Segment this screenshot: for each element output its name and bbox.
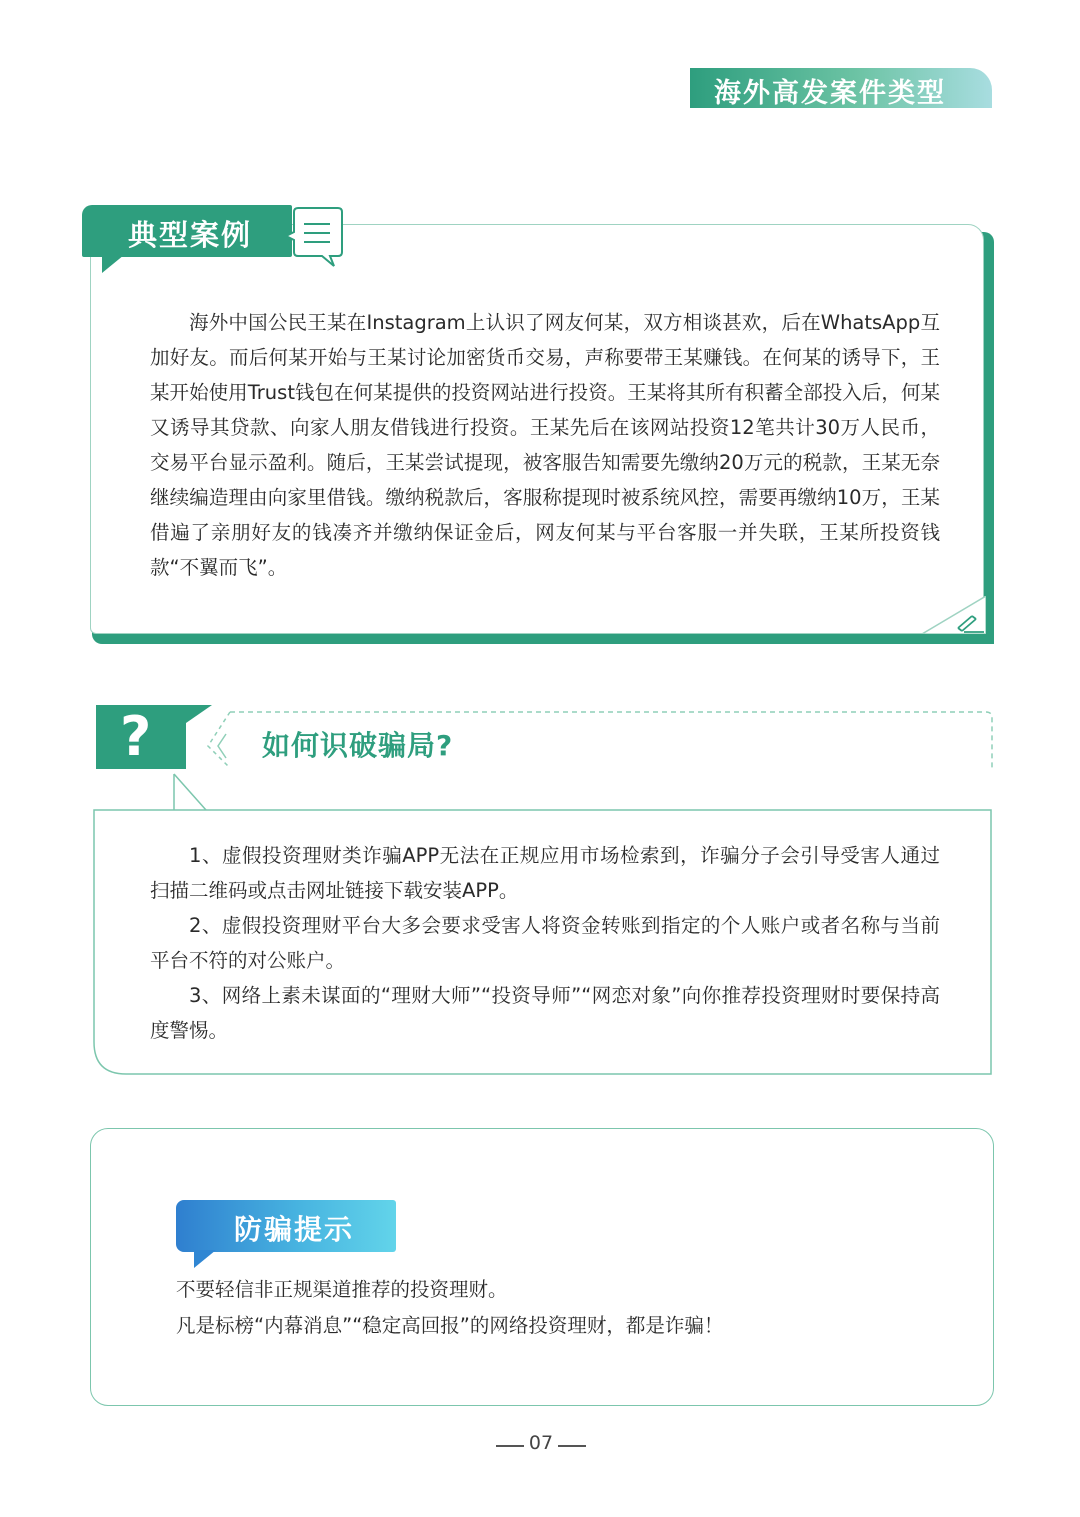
page-number: 07 <box>496 1432 586 1454</box>
how-point-2: 2、虚假投资理财平台大多会要求受害人将资金转账到指定的个人账户或者名称与当前平台不符的对公账户。 <box>150 914 940 972</box>
tip-line-2: 凡是标榜“内幕消息”“稳定高回报”的网络投资理财，都是诈骗！ <box>176 1314 724 1337</box>
how-to-identify-title: 如何识破骗局? <box>262 729 454 762</box>
speech-bubble-list-icon <box>284 204 346 270</box>
tips-panel <box>90 1128 994 1406</box>
question-mark-icon: ? <box>120 705 152 768</box>
tip-line-1: 不要轻信非正规渠道推荐的投资理财。 <box>176 1278 508 1301</box>
section-header-tag <box>690 68 992 108</box>
how-to-identify-list <box>150 838 940 1048</box>
case-tab <box>82 205 292 257</box>
pen-corner-icon <box>922 596 986 634</box>
case-tab-tail <box>102 255 124 273</box>
tips-tag <box>176 1200 396 1252</box>
case-tab-label: 典型案例 <box>128 218 253 252</box>
tips-tag-tail <box>194 1250 216 1268</box>
case-body-text: 海外中国公民王某在Instagram上认识了网友何某，双方相谈甚欢，后在WhatsApp互加好友。而后何某开始与王某讨论加密货币交易，声称要带王某赚钱。在何某的诱导下，王某开始使用Trust钱包在何某提供的投资网站进行投资。王某将其所有积蓄全部投入后，何某又诱导其贷款、向家人朋友借钱进行投资。王某先后在该网站投资12笔共计30万人民币，交易平台显示盈利。随后，王某尝试提现，被客服告知需要先缴纳20万元的税款，王某无奈继续编造理由向家里借钱。缴纳税款后，客服称提现时被系统风控，需要再缴纳10万，王某借遍了亲朋好友的钱凑齐并缴纳保证金后，网友何某与平台客服一并失联，王某所投资钱款“不翼而飞”。 <box>150 311 940 579</box>
how-point-3: 3、网络上素未谋面的“理财大师”“投资导师”“网恋对象”向你推荐投资理财时要保持高度警惕。 <box>150 984 940 1042</box>
how-point-1: 1、虚假投资理财类诈骗APP无法在正规应用市场检索到，诈骗分子会引导受害人通过扫描二维码或点击网址链接下载安装APP。 <box>150 844 940 902</box>
question-badge <box>96 705 186 769</box>
section-header-title: 海外高发案件类型 <box>714 78 946 109</box>
tips-tag-label: 防骗提示 <box>234 1213 355 1246</box>
